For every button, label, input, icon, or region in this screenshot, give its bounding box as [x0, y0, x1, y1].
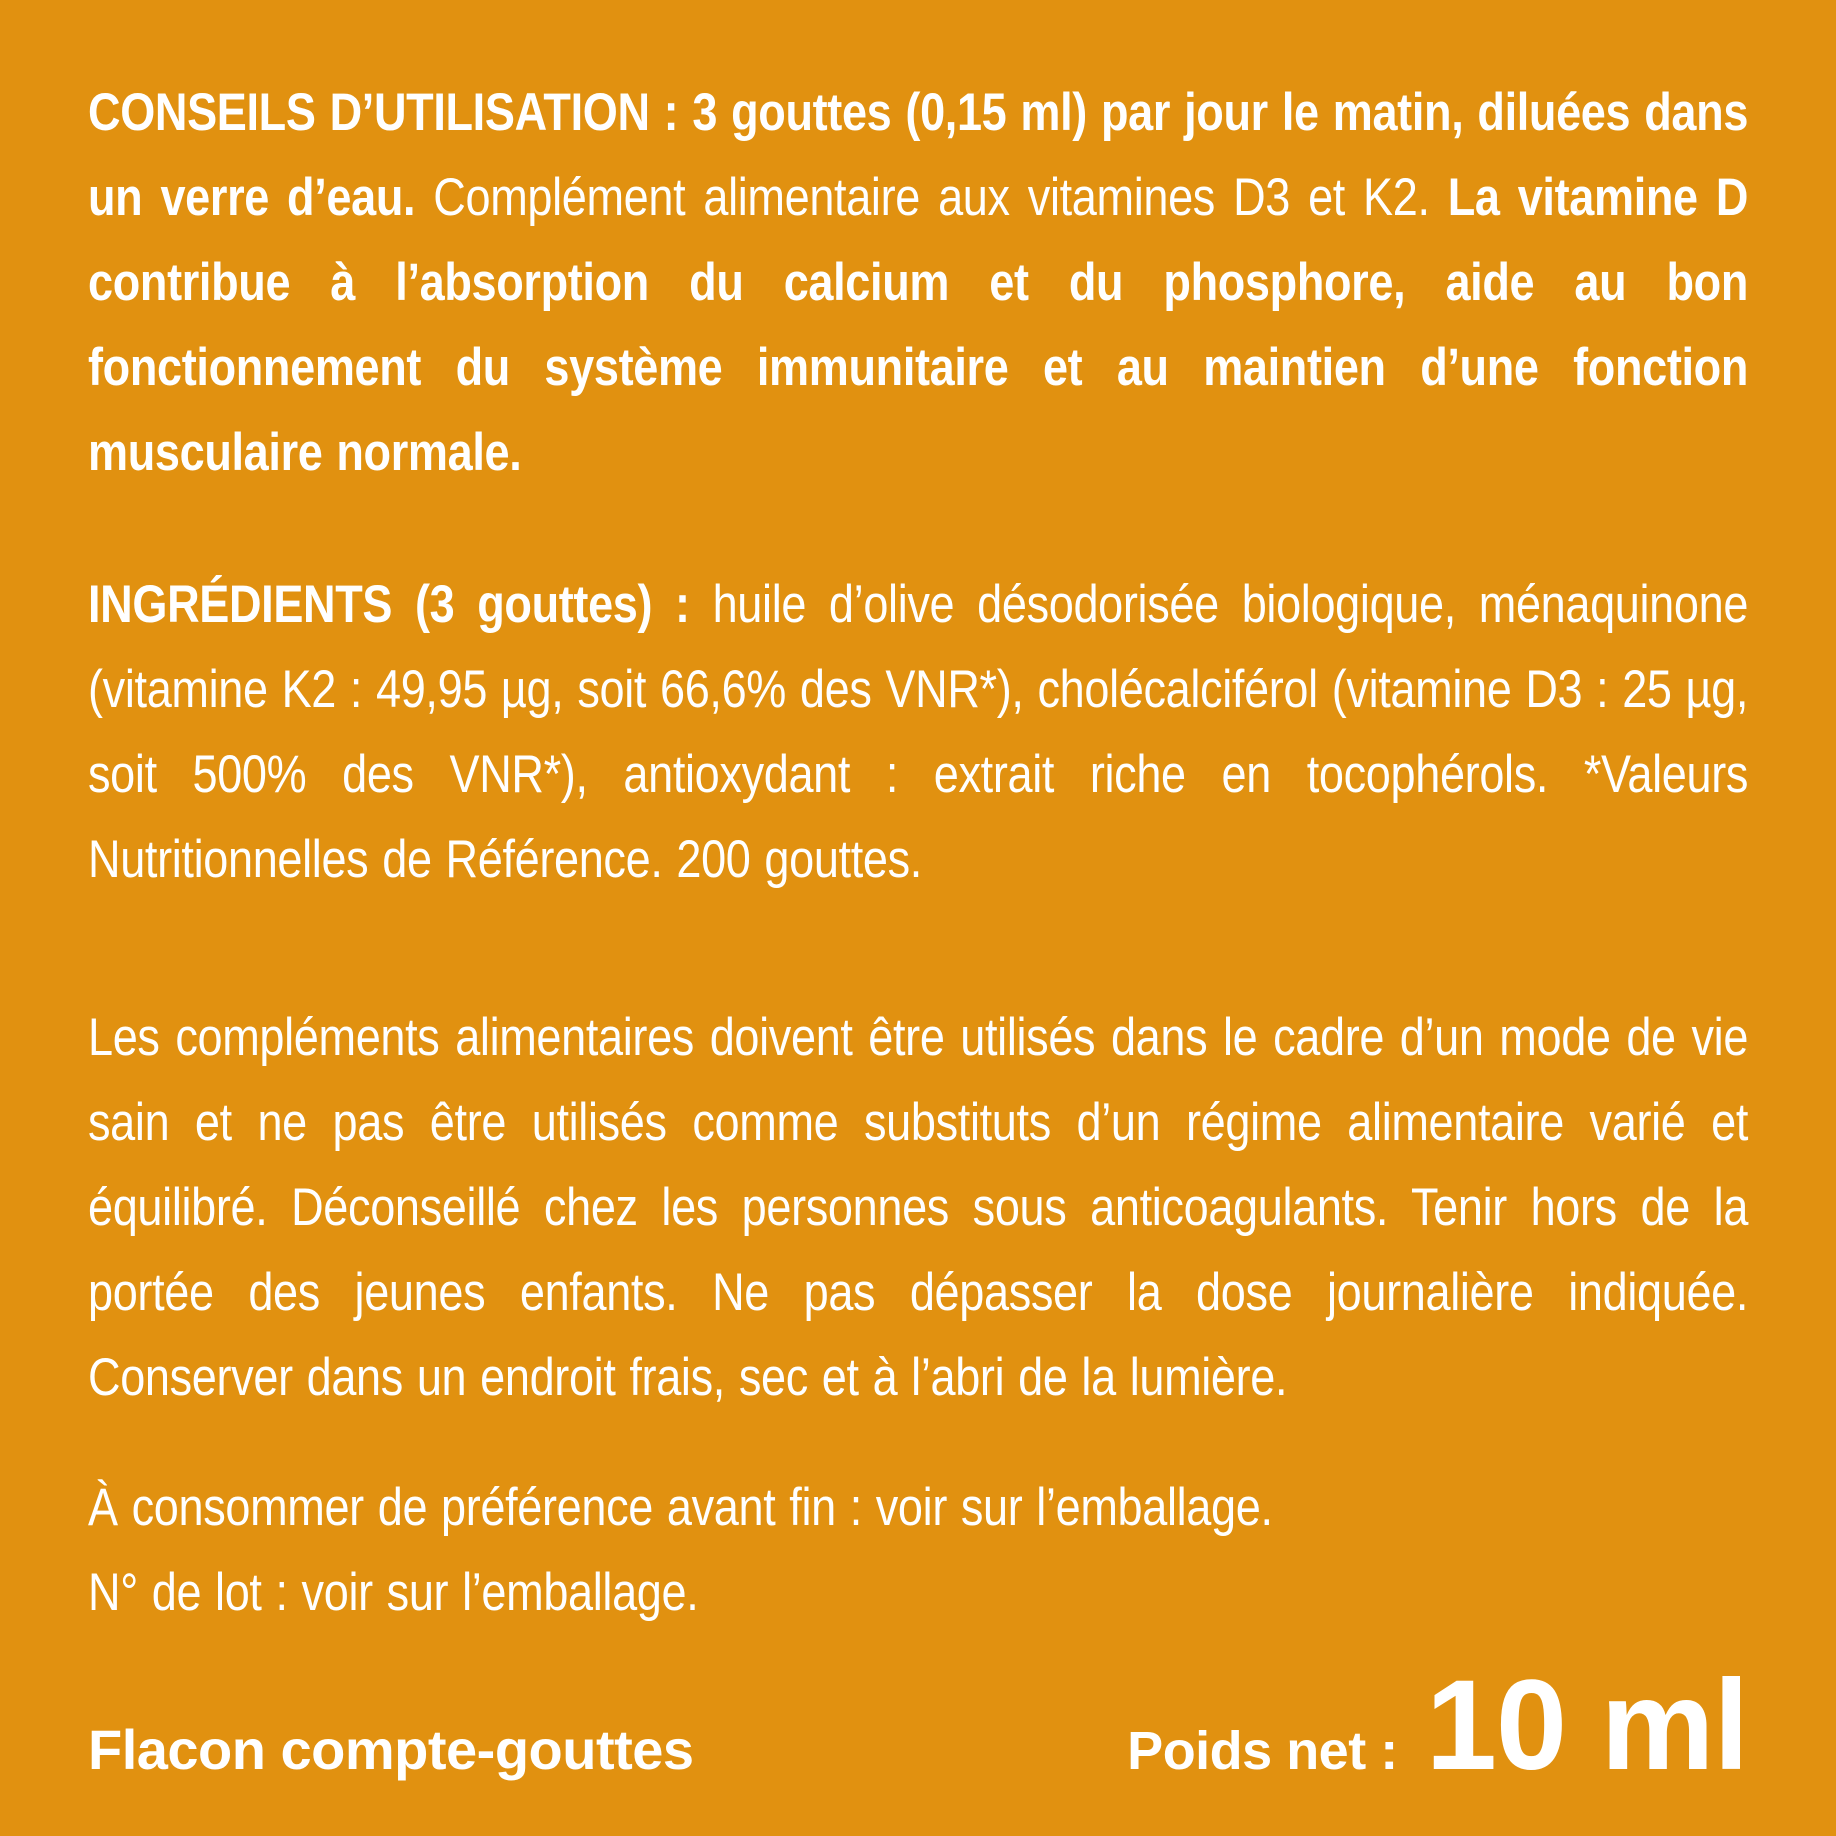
ingredients-heading: INGRÉDIENTS (3 gouttes) : [88, 575, 690, 634]
precautions-paragraph: Les compléments alimentaires doivent être utilisés dans le cadre d’un mode de vie sain et ne pas être utilisés comme substituts d’un régime alimentaire varié et équilibré. Déconseillé chez les personnes sous anticoagulants. Tenir hors de la portée des jeunes enfants. Ne pas dépasser la dose journalière indiquée. Conserver dans un endroit frais, sec et à l’abri de la lumière. [88, 1008, 1749, 1407]
ingredients-body-text: huile d’olive désodorisée biologique, ménaquinone (vitamine K2 : 49,95 µg, soit 66,6% des VNR*), cholécalciférol (vitamine D3 : 25 µg, soit 500% des VNR*), antioxydant : extrait riche en tocophérols. *Valeurs Nutritionnelles de Référence. 200 gouttes. [88, 575, 1749, 889]
ingredients-paragraph [88, 562, 1748, 902]
net-weight-label: Poids net : [1127, 1721, 1398, 1781]
usage-claims-text: La vitamine D contribue à l’absorption du calcium et du phosphore, aide au bon fonctionnement du système immunitaire et au maintien d’une fonction musculaire normale. [88, 168, 1749, 482]
packaging-type-text: Flacon compte-gouttes [88, 1718, 694, 1781]
best-before-line: À consommer de préférence avant fin : voir sur l’emballage. [88, 1478, 1273, 1537]
net-weight-value: 10 ml [1425, 1654, 1748, 1797]
usage-directions-text: CONSEILS D’UTILISATION : 3 gouttes (0,15 ml) par jour le matin, diluées dans un verre d’eau. [88, 83, 1749, 227]
lot-number-line: N° de lot : voir sur l’emballage. [88, 1563, 699, 1622]
usage-paragraph [88, 70, 1748, 495]
net-weight-group [1127, 1654, 1748, 1797]
storage-paragraph [88, 1465, 1748, 1635]
usage-description-text: Complément alimentaire aux vitamines D3 et K2. [433, 168, 1430, 227]
footer-row [88, 1654, 1748, 1797]
